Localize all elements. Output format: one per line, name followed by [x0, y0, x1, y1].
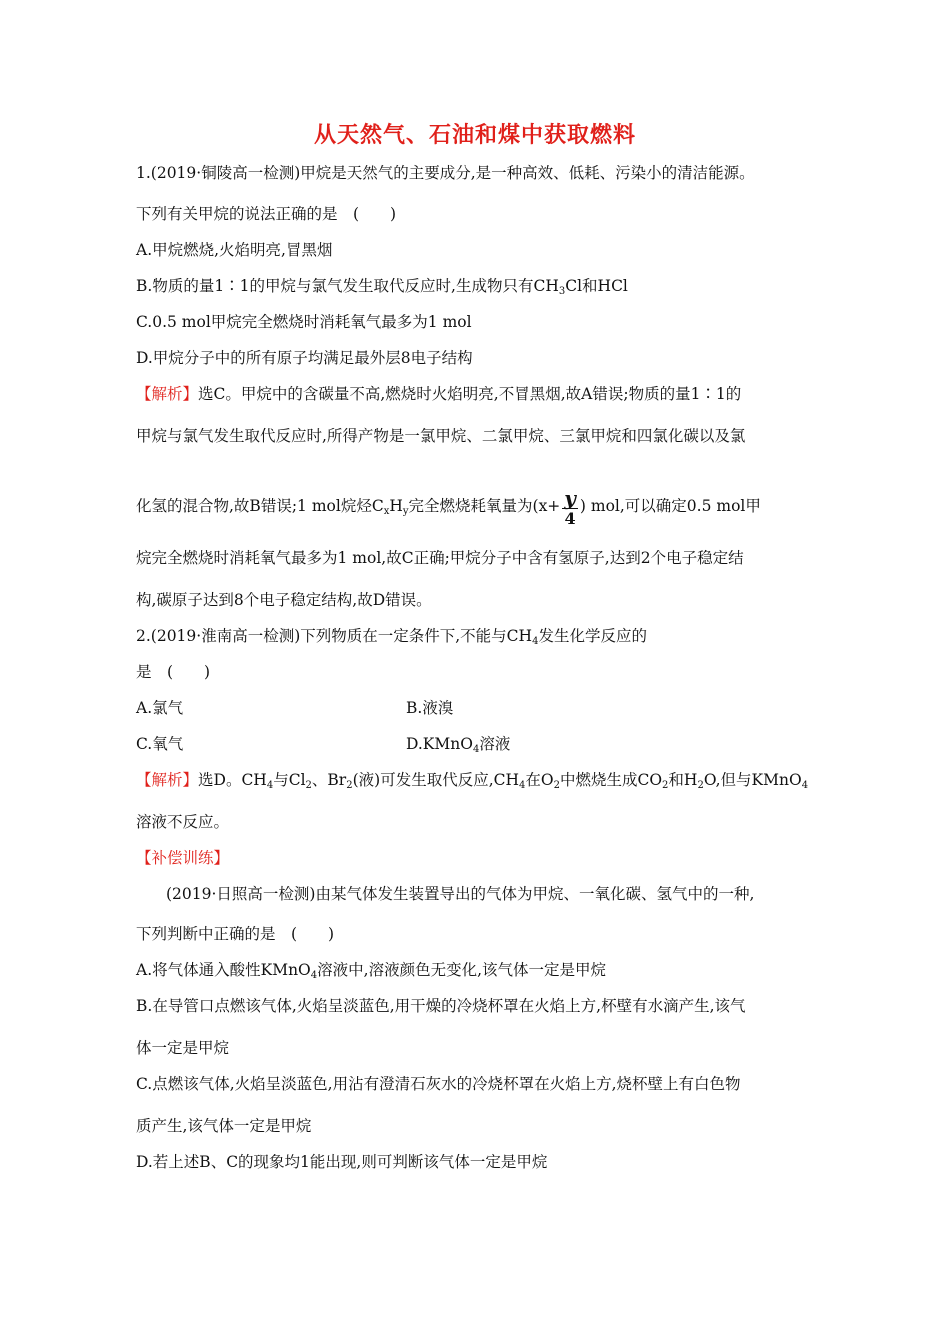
- comp-option-d: D.若上述B、C的现象均1能出现,则可判断该气体一定是甲烷: [136, 1153, 548, 1171]
- analysis-tag: 【解析】: [136, 771, 199, 789]
- q1-analysis-line3: 化氢的混合物,故B错误;1 mol烷烃$C_xH_y$完全燃烧耗氧量为(x+ $\frac{y}{4}$ ) mol,可以确定0.5 mol甲: [136, 485, 761, 528]
- q1-option-d: D.甲烷分子中的所有原子均满足最外层8电子结构: [136, 349, 473, 367]
- fraction-y-over-4: $\frac{y}{4}$: [564, 485, 576, 528]
- q1-option-a: A.甲烷燃烧,火焰明亮,冒黑烟: [136, 241, 333, 259]
- q1-stem-line2: 下列有关甲烷的说法正确的是 ( ): [136, 205, 397, 223]
- compensation-training-tag: 【补偿训练】: [136, 849, 230, 867]
- q1-option-b: B.物质的量1∶1的甲烷与氯气发生取代反应时,生成物只有$CH_3Cl$和HCl: [136, 277, 628, 297]
- comp-stem-line2: 下列判断中正确的是 ( ): [136, 925, 335, 943]
- q2-option-a: A.氯气: [136, 699, 184, 717]
- q2-stem-line1: 2.(2019·淮南高一检测)下列物质在一定条件下,不能与$CH_4$发生化学反应的: [136, 627, 647, 647]
- q2-option-c: C.氧气: [136, 735, 184, 753]
- q2-options-row2: [136, 734, 511, 755]
- analysis-tag: 【解析】: [136, 385, 199, 403]
- q2-option-d: D.KMnO$_4$溶液: [406, 735, 511, 755]
- comp-stem-line1: (2019·日照高一检测)由某气体发生装置导出的气体为甲烷、一氧化碳、氢气中的一种,: [166, 885, 755, 903]
- q1-analysis-line1: 【解析】选C。甲烷中的含碳量不高,燃烧时火焰明亮,不冒黑烟,故A错误;物质的量1∶1的: [136, 385, 742, 403]
- q1-stem-line1: 1.(2019·铜陵高一检测)甲烷是天然气的主要成分,是一种高效、低耗、污染小的清洁能源。: [136, 164, 755, 182]
- q1-option-c: C.0.5 mol甲烷完全燃烧时消耗氧气最多为1 mol: [136, 313, 472, 331]
- q1-analysis-line5: 构,碳原子达到8个电子稳定结构,故D错误。: [136, 591, 432, 609]
- q2-stem-line2: 是 ( ): [136, 663, 211, 681]
- comp-option-b-line2: 体一定是甲烷: [136, 1039, 230, 1057]
- q2-options-row1: [136, 698, 454, 718]
- comp-option-c-line1: C.点燃该气体,火焰呈淡蓝色,用沾有澄清石灰水的冷烧杯罩在火焰上方,烧杯壁上有白色物: [136, 1075, 741, 1093]
- comp-option-a: A.将气体通入酸性KMnO$_4$溶液中,溶液颜色无变化,该气体一定是甲烷: [136, 961, 606, 981]
- comp-option-c-line2: 质产生,该气体一定是甲烷: [136, 1117, 312, 1135]
- page-title: 从天然气、石油和煤中获取燃料: [313, 122, 636, 148]
- q2-option-b: B.液溴: [406, 699, 454, 717]
- q2-analysis-line1: 【解析】选D。$CH_4$与$Cl_2$、$Br_2$(液)可发生取代反应$,CH_4$在$O_2$中燃烧生成$CO_2$和$H_2O$,但与KMnO$_4$: [136, 771, 809, 791]
- comp-option-b-line1: B.在导管口点燃该气体,火焰呈淡蓝色,用干燥的冷烧杯罩在火焰上方,杯壁有水滴产生,该气: [136, 997, 746, 1015]
- q1-analysis-line2: 甲烷与氯气发生取代反应时,所得产物是一氯甲烷、二氯甲烷、三氯甲烷和四氯化碳以及氯: [136, 427, 746, 445]
- q1-analysis-line4: 烷完全燃烧时消耗氧气最多为1 mol,故C正确;甲烷分子中含有氢原子,达到2个电子稳定结: [136, 549, 744, 567]
- q2-analysis-line2: 溶液不反应。: [136, 813, 230, 831]
